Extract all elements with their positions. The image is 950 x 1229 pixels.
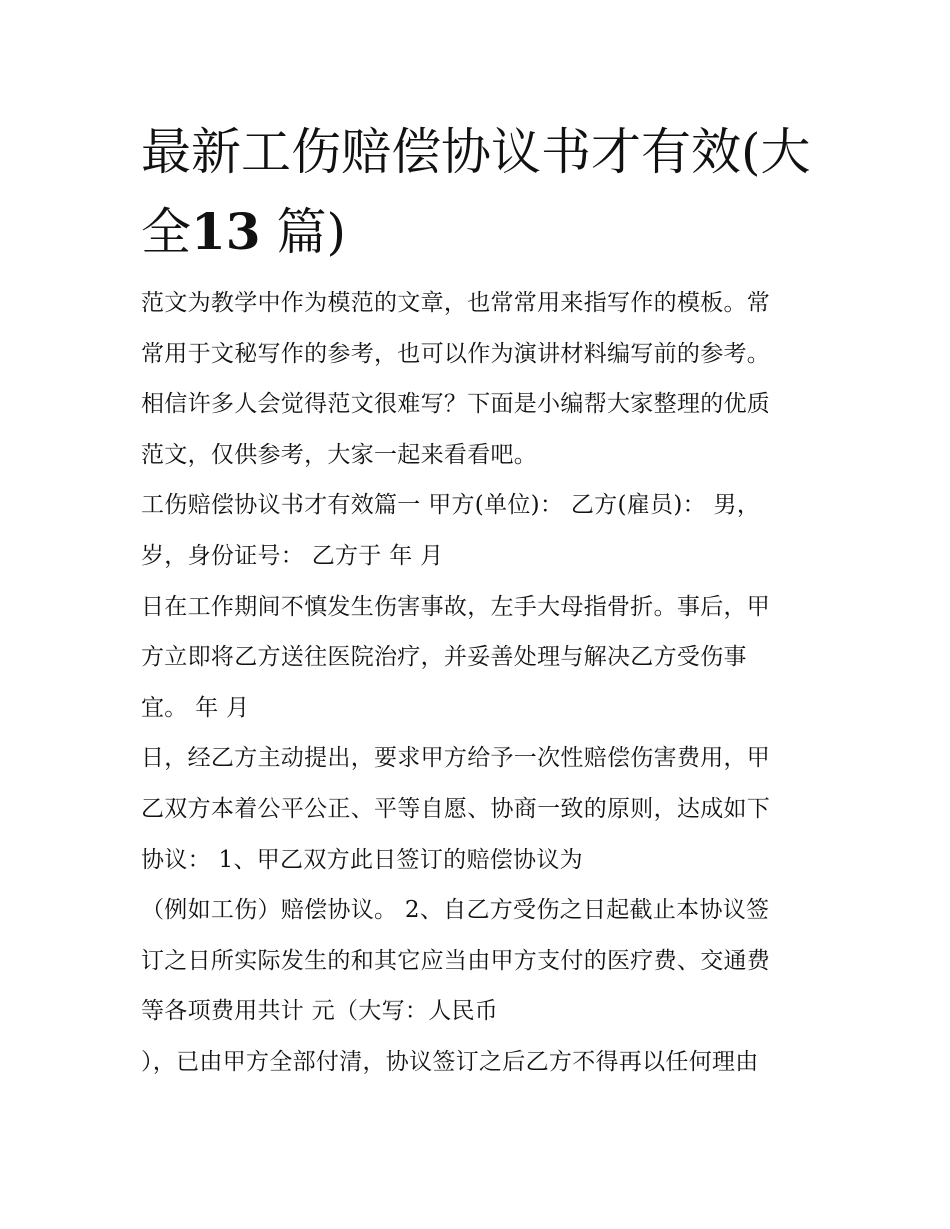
- document-body: [141, 278, 831, 1088]
- body-line-5: 工伤赔偿协议书才有效篇一 甲方(单位)： 乙方(雇员)： 男，: [141, 492, 761, 519]
- title-line-1: 最新工伤赔偿协议书才有效(大: [141, 123, 811, 181]
- title-line-2-suffix: 篇): [276, 203, 347, 261]
- body-line-16: ），已由甲方全部付清，协议签订之后乙方不得再以任何理由: [141, 1048, 759, 1075]
- body-line-3: 相信许多人会觉得范文很难写？下面是小编帮大家整理的优质: [141, 391, 771, 418]
- body-line-8: 方立即将乙方送往医院治疗，并妥善处理与解决乙方受伤事: [141, 644, 747, 671]
- body-line-9: 宜。 年 月: [141, 694, 250, 721]
- title-line-2-prefix: 全: [141, 203, 191, 261]
- body-line-10: 日，经乙方主动提出，要求甲方给予一次性赔偿伤害费用，甲: [141, 745, 771, 772]
- body-line-12: 协议： 1、甲乙双方此日签订的赔偿协议为: [141, 846, 583, 873]
- body-line-14: 订之日所实际发生的和其它应当由甲方支付的医疗费、交通费: [141, 947, 771, 974]
- body-line-6: 岁，身份证号： 乙方于 年 月: [141, 542, 444, 569]
- body-line-4: 范文，仅供参考，大家一起来看看吧。: [141, 441, 538, 468]
- document-title: [141, 112, 841, 272]
- body-line-2: 常用于文秘写作的参考，也可以作为演讲材料编写前的参考。: [141, 340, 771, 367]
- body-line-7: 日在工作期间不慎发生伤害事故，左手大母指骨折。事后，甲: [141, 593, 771, 620]
- title-line-2-number: 13: [191, 202, 261, 261]
- body-line-11: 乙双方本着公平公正、平等自愿、协商一致的原则，达成如下: [141, 795, 771, 822]
- body-line-13: （例如工伤）赔偿协议。 2、自乙方受伤之日起截止本协议签: [141, 897, 770, 924]
- body-line-15: 等各项费用共计 元（大写：人民币: [141, 998, 499, 1025]
- body-line-1: 范文为教学中作为模范的文章，也常常用来指写作的模板。常: [141, 290, 771, 316]
